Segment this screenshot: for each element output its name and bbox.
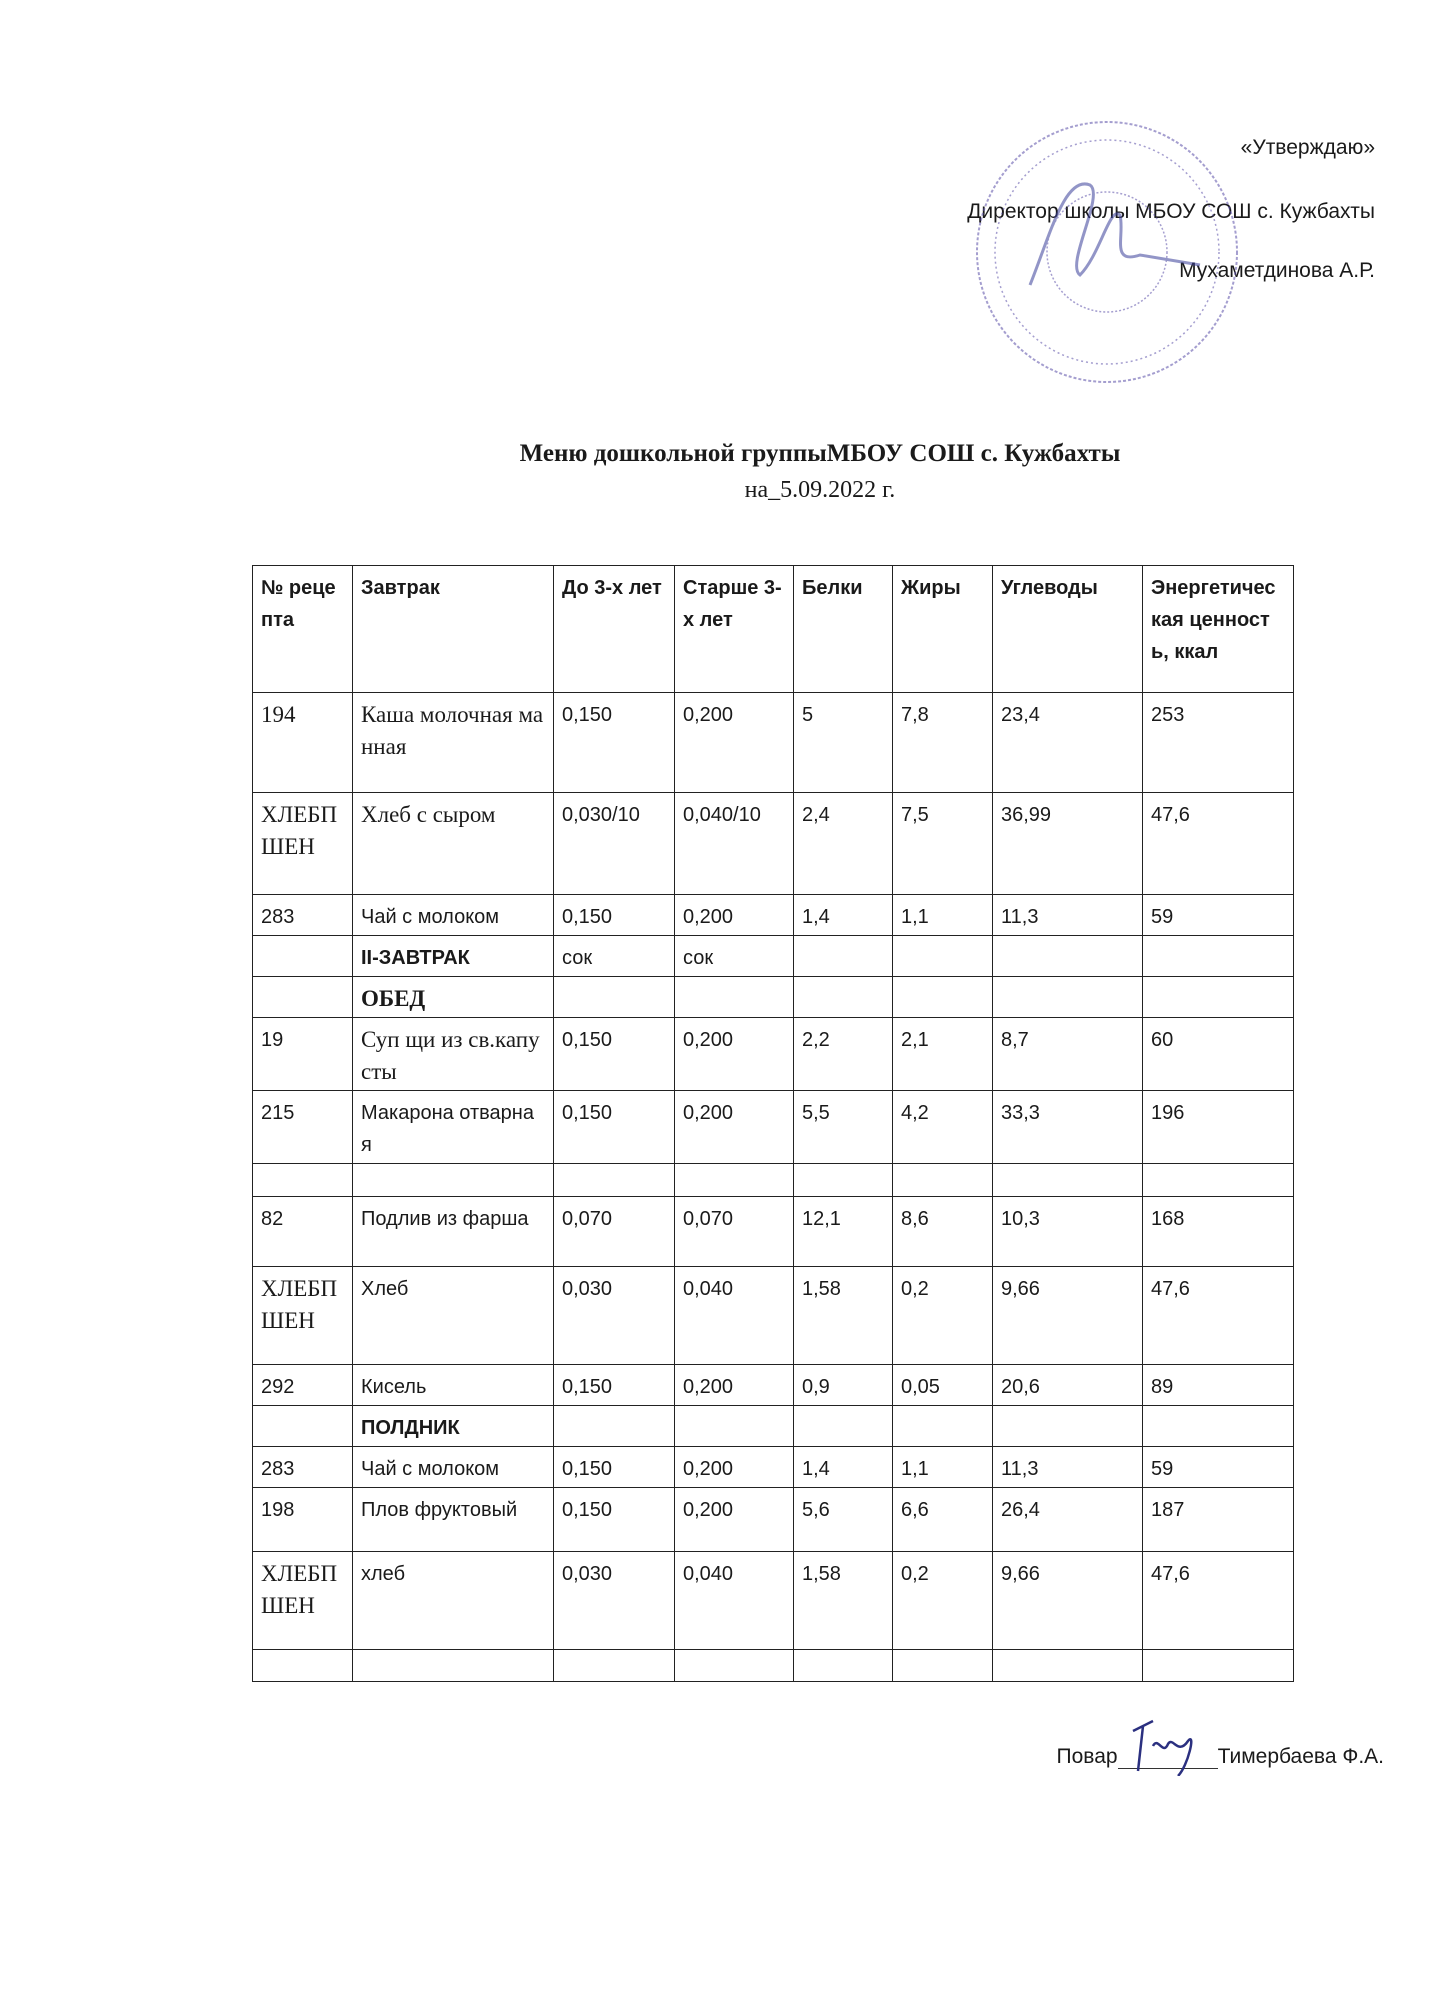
table-cell — [893, 1650, 993, 1682]
table-cell: 7,8 — [893, 693, 993, 793]
table-cell: 0,070 — [554, 1197, 675, 1267]
school-stamp — [970, 115, 1245, 390]
table-cell: 59 — [1143, 1447, 1294, 1488]
cook-name: Тимербаева Ф.А. — [1217, 1745, 1384, 1768]
table-cell: Кисель — [353, 1365, 554, 1406]
table-cell: 0,200 — [675, 1488, 794, 1552]
table-cell — [893, 977, 993, 1018]
table-cell: 47,6 — [1143, 1267, 1294, 1365]
table-cell: 0,150 — [554, 1018, 675, 1091]
table-cell: 6,6 — [893, 1488, 993, 1552]
table-cell: 0,200 — [675, 1365, 794, 1406]
table-cell — [794, 977, 893, 1018]
table-cell: 4,2 — [893, 1091, 993, 1164]
table-cell: Каша молочная манная — [353, 693, 554, 793]
column-header: Энергетическая ценность, ккал — [1143, 566, 1294, 693]
table-row — [253, 1164, 1294, 1197]
table-cell: ПОЛДНИК — [353, 1406, 554, 1447]
table-cell: 1,4 — [794, 1447, 893, 1488]
table-cell: ХЛЕБПШЕН — [253, 1267, 353, 1365]
table-row — [253, 1650, 1294, 1682]
table-cell: 47,6 — [1143, 793, 1294, 895]
table-cell: Подлив из фарша — [353, 1197, 554, 1267]
table-cell: 0,030/10 — [554, 793, 675, 895]
table-cell: 0,200 — [675, 895, 794, 936]
table-cell: 198 — [253, 1488, 353, 1552]
table-cell — [893, 1406, 993, 1447]
table-cell: 253 — [1143, 693, 1294, 793]
table-cell — [794, 936, 893, 977]
table-cell: Плов фруктовый — [353, 1488, 554, 1552]
table-cell — [993, 977, 1143, 1018]
table-cell — [675, 1650, 794, 1682]
table-cell: хлеб — [353, 1552, 554, 1650]
table-cell — [993, 936, 1143, 977]
table-cell: 194 — [253, 693, 353, 793]
table-cell — [253, 936, 353, 977]
table-cell: сок — [675, 936, 794, 977]
table-cell: 5,5 — [794, 1091, 893, 1164]
table-cell: Суп щи из св.капусты — [353, 1018, 554, 1091]
table-cell: Хлеб — [353, 1267, 554, 1365]
table-cell: 5,6 — [794, 1488, 893, 1552]
column-header: Завтрак — [353, 566, 554, 693]
table-cell — [1143, 936, 1294, 977]
menu-table — [252, 565, 1294, 1682]
cook-label: Повар — [1056, 1745, 1118, 1768]
table-cell: 2,2 — [794, 1018, 893, 1091]
column-header: Жиры — [893, 566, 993, 693]
table-cell: 47,6 — [1143, 1552, 1294, 1650]
table-cell: 10,3 — [993, 1197, 1143, 1267]
director-title: Директор школы МБОУ СОШ с. Кужбахты — [967, 200, 1375, 223]
table-row — [253, 1365, 1294, 1406]
table-cell: 11,3 — [993, 1447, 1143, 1488]
table-cell: 20,6 — [993, 1365, 1143, 1406]
table-row — [253, 895, 1294, 936]
table-cell: 0,150 — [554, 1447, 675, 1488]
table-cell: 0,150 — [554, 1488, 675, 1552]
table-row — [253, 1018, 1294, 1091]
table-cell: 0,150 — [554, 693, 675, 793]
table-cell — [1143, 1164, 1294, 1197]
table-cell: 9,66 — [993, 1267, 1143, 1365]
menu-date: на_5.09.2022 г. — [744, 477, 896, 503]
column-header: № рецепта — [253, 566, 353, 693]
table-cell: Макарона отварная — [353, 1091, 554, 1164]
table-cell — [1143, 1406, 1294, 1447]
table-cell — [794, 1650, 893, 1682]
table-cell: 0,200 — [675, 1091, 794, 1164]
table-cell: 0,05 — [893, 1365, 993, 1406]
table-cell: 9,66 — [993, 1552, 1143, 1650]
table-cell: 1,58 — [794, 1267, 893, 1365]
table-cell: 33,3 — [993, 1091, 1143, 1164]
table-cell — [794, 1164, 893, 1197]
table-cell: 8,6 — [893, 1197, 993, 1267]
table-cell: 0,040 — [675, 1267, 794, 1365]
table-row — [253, 1406, 1294, 1447]
table-cell: 19 — [253, 1018, 353, 1091]
table-cell: Хлеб с сыром — [353, 793, 554, 895]
table-cell: 2,1 — [893, 1018, 993, 1091]
table-cell: 0,030 — [554, 1552, 675, 1650]
column-header: Старше 3-х лет — [675, 566, 794, 693]
table-cell: 36,99 — [993, 793, 1143, 895]
table-cell — [353, 1650, 554, 1682]
table-cell — [675, 977, 794, 1018]
table-cell — [893, 936, 993, 977]
table-cell — [253, 977, 353, 1018]
table-header-row — [253, 566, 1294, 693]
column-header: Белки — [794, 566, 893, 693]
table-cell — [893, 1164, 993, 1197]
table-cell: ХЛЕБПШЕН — [253, 1552, 353, 1650]
table-cell — [554, 1406, 675, 1447]
table-cell — [794, 1406, 893, 1447]
table-cell — [554, 977, 675, 1018]
table-cell — [253, 1650, 353, 1682]
table-cell: 1,58 — [794, 1552, 893, 1650]
page-title: Меню дошкольной группыМБОУ СОШ с. Кужбахты — [519, 440, 1121, 467]
table-cell: Чай с молоком — [353, 1447, 554, 1488]
table-cell: 0,2 — [893, 1267, 993, 1365]
table-cell: сок — [554, 936, 675, 977]
table-cell: 0,9 — [794, 1365, 893, 1406]
table-row — [253, 1552, 1294, 1650]
approve-label: «Утверждаю» — [1240, 136, 1375, 159]
table-cell: 23,4 — [993, 693, 1143, 793]
table-row — [253, 693, 1294, 793]
table-cell: ОБЕД — [353, 977, 554, 1018]
table-cell: II-ЗАВТРАК — [353, 936, 554, 977]
table-cell — [554, 1650, 675, 1682]
table-cell — [993, 1164, 1143, 1197]
table-cell: 187 — [1143, 1488, 1294, 1552]
table-cell: 60 — [1143, 1018, 1294, 1091]
table-cell: 59 — [1143, 895, 1294, 936]
table-cell: 0,150 — [554, 1091, 675, 1164]
table-cell: Чай с молоком — [353, 895, 554, 936]
table-row — [253, 977, 1294, 1018]
table-cell: 0,200 — [675, 1018, 794, 1091]
table-cell: 1,1 — [893, 895, 993, 936]
column-header: Углеводы — [993, 566, 1143, 693]
table-cell — [993, 1650, 1143, 1682]
table-cell: 196 — [1143, 1091, 1294, 1164]
table-row — [253, 1488, 1294, 1552]
table-cell: 12,1 — [794, 1197, 893, 1267]
table-cell: 0,030 — [554, 1267, 675, 1365]
table-cell: 26,4 — [993, 1488, 1143, 1552]
table-cell — [1143, 1650, 1294, 1682]
table-cell: 0,200 — [675, 693, 794, 793]
signature-icon — [1118, 1746, 1218, 1769]
table-cell: 283 — [253, 1447, 353, 1488]
table-cell — [353, 1164, 554, 1197]
table-cell — [993, 1406, 1143, 1447]
table-cell — [253, 1164, 353, 1197]
table-cell: 292 — [253, 1365, 353, 1406]
table-cell: 89 — [1143, 1365, 1294, 1406]
table-cell: 8,7 — [993, 1018, 1143, 1091]
table-cell: 1,4 — [794, 895, 893, 936]
table-cell: 0,040 — [675, 1552, 794, 1650]
table-row — [253, 1197, 1294, 1267]
table-cell: 0,2 — [893, 1552, 993, 1650]
table-cell: 0,150 — [554, 895, 675, 936]
table-row — [253, 936, 1294, 977]
table-row — [253, 1447, 1294, 1488]
table-cell: 5 — [794, 693, 893, 793]
table-cell: 1,1 — [893, 1447, 993, 1488]
table-row — [253, 793, 1294, 895]
table-cell — [554, 1164, 675, 1197]
table-cell: 168 — [1143, 1197, 1294, 1267]
table-cell — [675, 1164, 794, 1197]
table-cell: 82 — [253, 1197, 353, 1267]
table-cell: 11,3 — [993, 895, 1143, 936]
table-cell: 2,4 — [794, 793, 893, 895]
table-cell: 215 — [253, 1091, 353, 1164]
table-row — [253, 1267, 1294, 1365]
table-cell: 0,070 — [675, 1197, 794, 1267]
director-name: Мухаметдинова А.Р. — [1179, 259, 1375, 282]
table-cell: ХЛЕБПШЕН — [253, 793, 353, 895]
cook-signature — [1057, 1745, 1384, 1769]
table-cell — [1143, 977, 1294, 1018]
table-body — [253, 693, 1294, 1682]
column-header: До 3-х лет — [554, 566, 675, 693]
table-cell — [253, 1406, 353, 1447]
table-row — [253, 1091, 1294, 1164]
table-cell — [675, 1406, 794, 1447]
table-cell: 7,5 — [893, 793, 993, 895]
table-cell: 0,200 — [675, 1447, 794, 1488]
table-cell: 0,040/10 — [675, 793, 794, 895]
table-cell: 283 — [253, 895, 353, 936]
table-cell: 0,150 — [554, 1365, 675, 1406]
